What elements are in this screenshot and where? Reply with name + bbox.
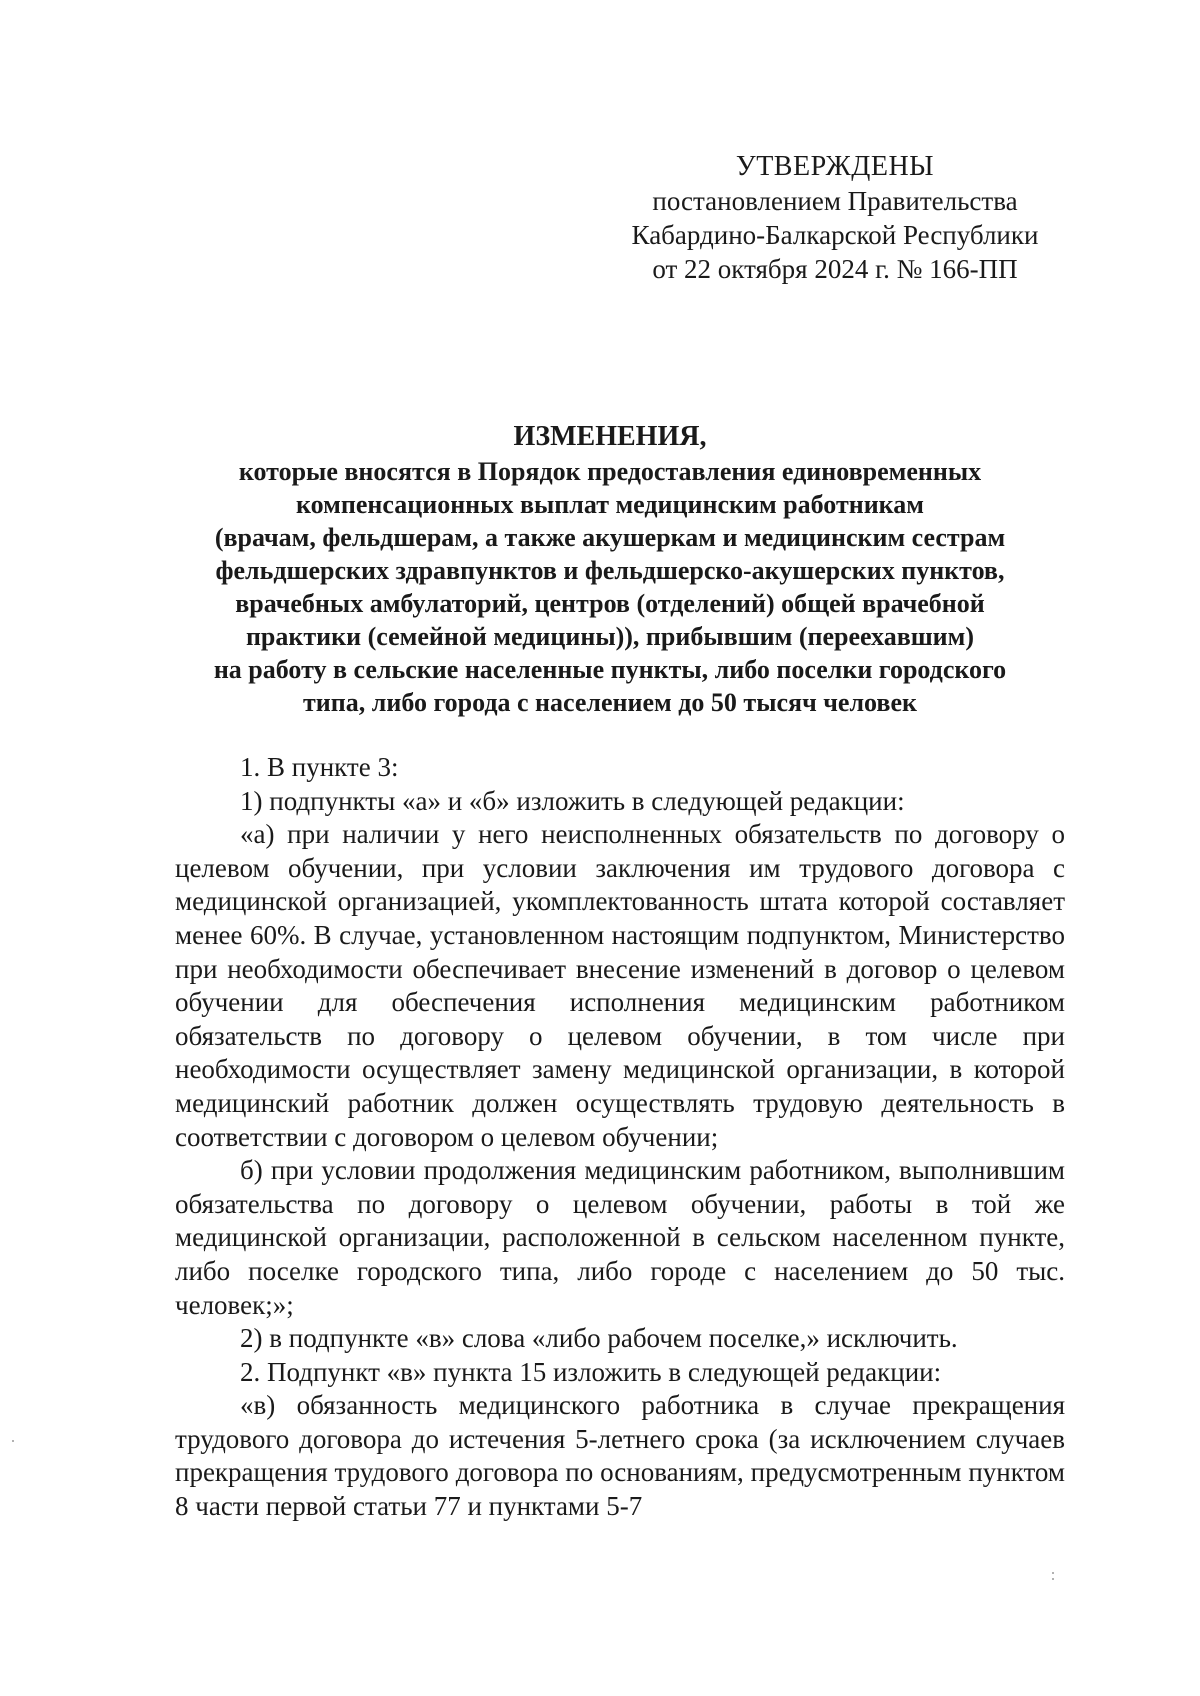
title-line: компенсационных выплат медицинским работникам: [296, 490, 924, 519]
title-line: типа, либо города с населением до 50 тысяч человек: [303, 688, 917, 717]
title-line: (врачам, фельдшерам, а также акушеркам и медицинским сестрам: [214, 523, 1006, 552]
scan-speck: [1052, 1578, 1054, 1580]
approval-line-2: Кабардино-Балкарской Республики: [631, 220, 1039, 250]
body-paragraph: 1. В пункте 3:: [240, 752, 399, 782]
body-paragraph: «в) обязанность медицинского работника в случае прекращения трудового договора до истечения 5-летнего срока (за исключением случаев прекращения трудового договора по основаниям, предусмотренным пунктом 8 части первой статьи 77 и пунктами 5-7: [175, 1390, 1065, 1522]
scan-speck: [12, 1440, 14, 1442]
body-paragraph: б) при условии продолжения медицинским работником, выполнившим обязательства по договору о целевом обучении, работы в той же медицинской организации, расположенной в сельском населенном пункте, либо поселке городского типа, либо городе с населением до 50 тыс. человек;»;: [175, 1155, 1065, 1320]
approval-stamp: [600, 150, 1070, 286]
title-main: ИЗМЕНЕНИЯ,: [513, 421, 707, 452]
document-title: [160, 420, 1060, 719]
title-line: фельдшерских здравпунктов и фельдшерско-акушерских пунктов,: [215, 556, 1005, 585]
body-paragraph: 2. Подпункт «в» пункта 15 изложить в следующей редакции:: [240, 1356, 942, 1387]
title-line: на работу в сельские населенные пункты, либо поселки городского: [213, 655, 1007, 684]
title-line: которые вносятся в Порядок предоставления единовременных: [238, 457, 982, 486]
title-line: врачебных амбулаторий, центров (отделений) общей врачебной: [235, 589, 985, 618]
body-paragraph: 1) подпункты «а» и «б» изложить в следующей редакции:: [240, 785, 905, 816]
scan-speck: [1052, 1572, 1054, 1574]
title-line: практики (семейной медицины)), прибывшим (переехавшим): [245, 622, 975, 651]
body-paragraph: «а) при наличии у него неисполненных обязательств по договору о целевом обучении, при условии заключения им трудового договора с медицинской организацией, укомплектованность штата которой составляет менее 60%. В случае, установленном настоящим подпунктом, Министерство при необходимости обеспечивает внесение изменений в договор о целевом обучении для обеспечения исполнения медицинским работником обязательств по договору о целевом обучении, в том числе при необходимости осуществляет замену медицинской организации, в которой медицинский работник должен осуществлять трудовую деятельность в соответствии с договором о целевом обучении;: [175, 819, 1065, 1152]
body-paragraph: 2) в подпункте «в» слова «либо рабочем поселке,» исключить.: [240, 1323, 958, 1354]
approval-heading: УТВЕРЖДЕНЫ: [735, 151, 935, 182]
approval-line-3: от 22 октября 2024 г. № 166-ПП: [652, 254, 1018, 284]
document-body: [175, 751, 1065, 1524]
approval-line-1: постановлением Правительства: [652, 186, 1018, 216]
